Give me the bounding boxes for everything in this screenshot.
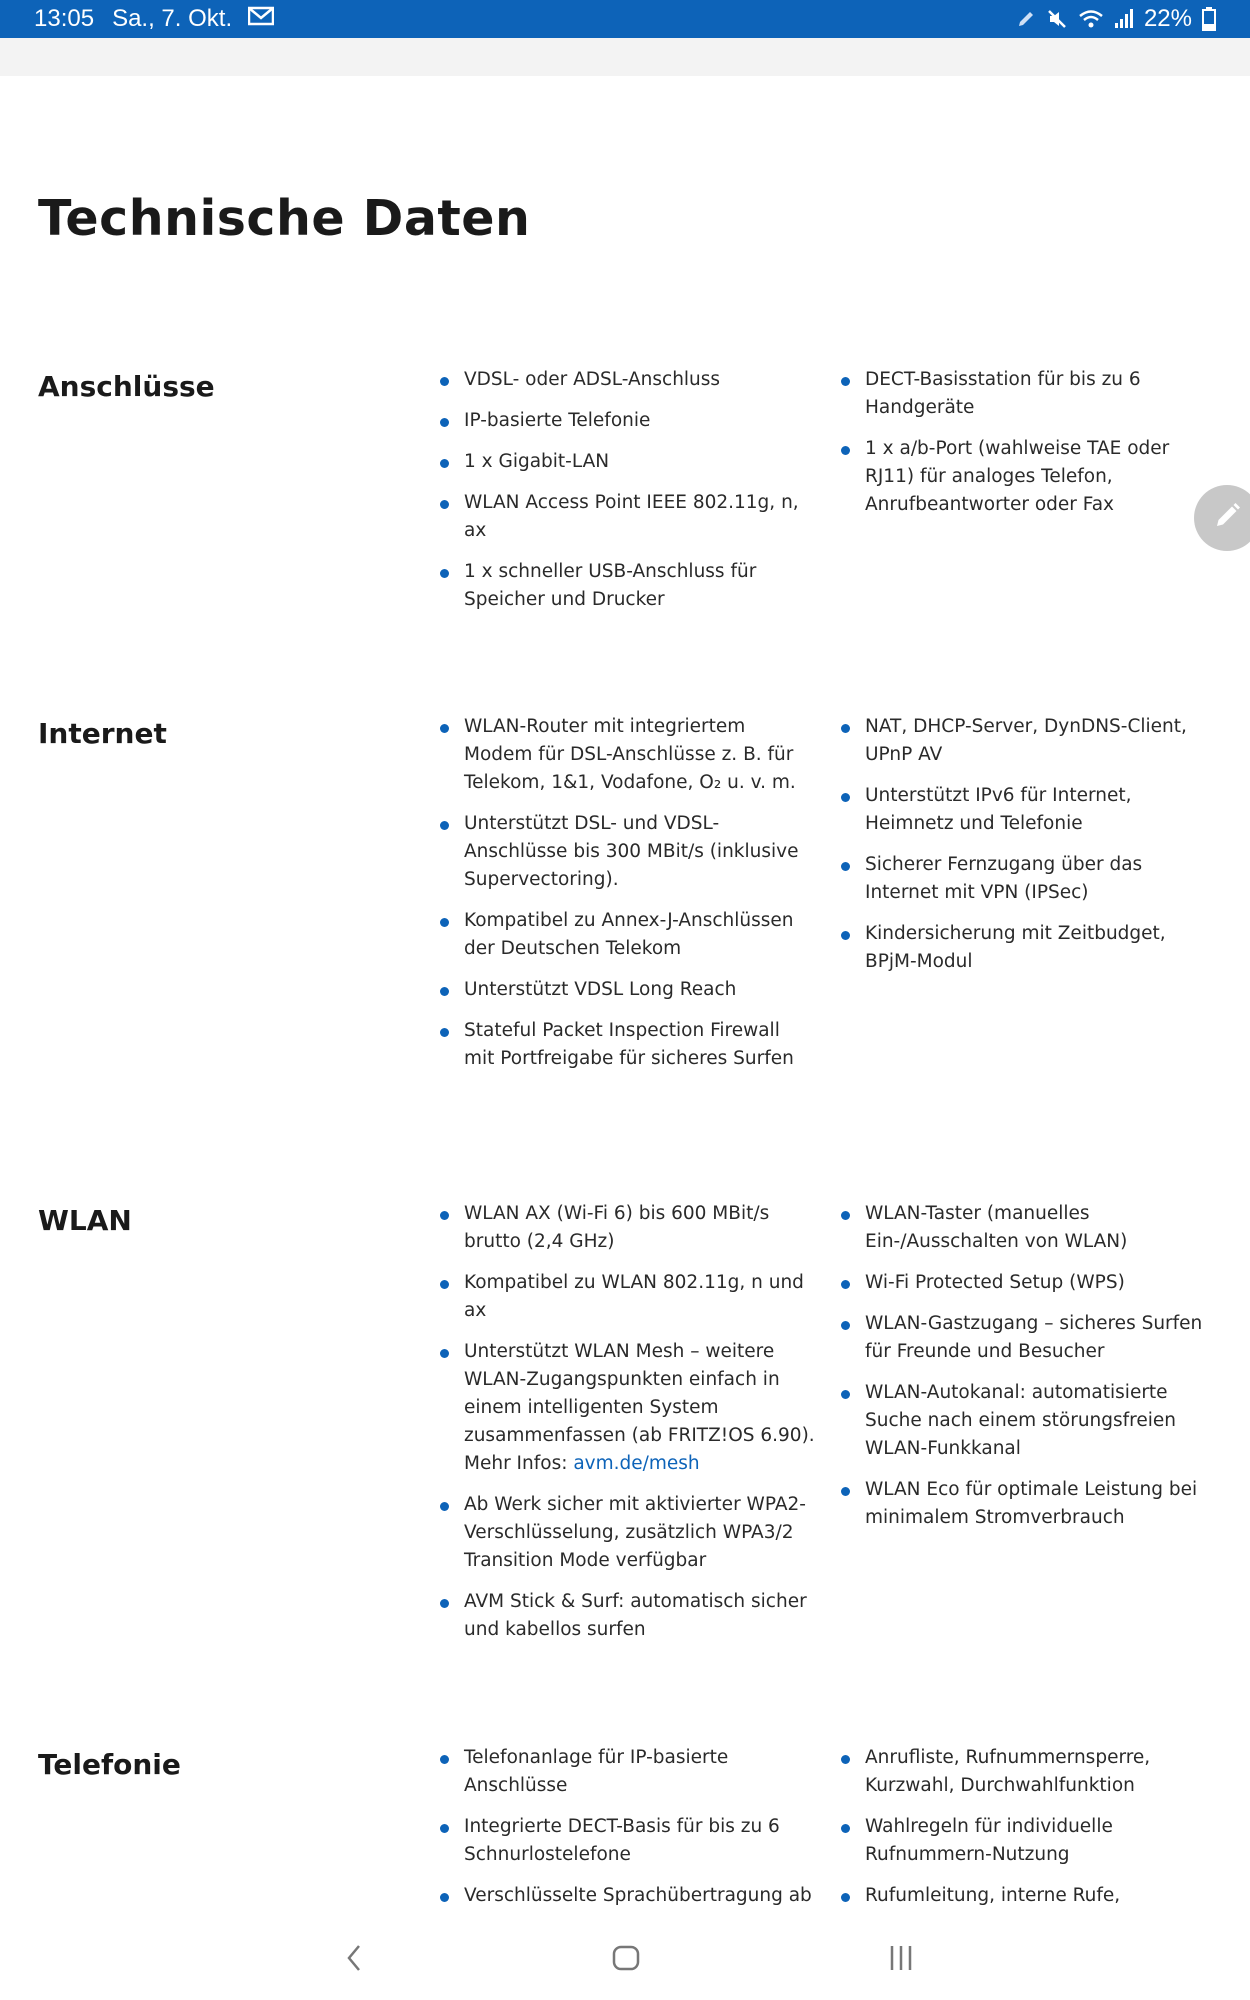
system-nav-bar [0,1920,1250,2000]
mail-icon [248,5,274,33]
list-item: AVM Stick & Surf: automatisch sicher und kabellos surfen [440,1588,815,1644]
list-item: WLAN Access Point IEEE 802.11g, n, ax [440,489,815,545]
mesh-link[interactable]: avm.de/mesh [573,1453,700,1474]
wifi-icon [1078,8,1104,30]
page-title: Technische Daten [38,190,531,247]
list-item: Unterstützt DSL- und VDSL-Anschlüsse bis 300 MBit/s (inklusive Supervectoring). [440,810,815,894]
list-item: Unterstützt IPv6 für Internet, Heimnetz und Telefonie [841,782,1221,838]
section-title: Telefonie [38,1748,181,1781]
pen-icon [1016,9,1036,29]
list-item: Integrierte DECT-Basis für bis zu 6 Schnurlostelefone [440,1813,815,1869]
section-title: WLAN [38,1204,132,1237]
page-content [0,76,1250,1920]
list-item: Telefonanlage für IP-basierte Anschlüsse [440,1744,815,1800]
battery-icon [1202,7,1216,31]
list-item: WLAN Eco für optimale Leistung bei minimalem Stromverbrauch [841,1476,1221,1532]
section-title: Internet [38,717,167,750]
signal-icon [1114,8,1134,30]
list-item: DECT-Basisstation für bis zu 6 Handgeräte [841,366,1221,422]
section-list-left [440,713,815,1086]
list-item: VDSL- oder ADSL-Anschluss [440,366,815,394]
section-list-right [841,1200,1221,1545]
list-item: 1 x Gigabit-LAN [440,448,815,476]
status-time: 13:05 [34,5,95,32]
list-item: Rufumleitung, interne Rufe, [841,1882,1221,1910]
list-item [440,1338,815,1478]
list-item: Wi-Fi Protected Setup (WPS) [841,1269,1221,1297]
section-list-right [841,713,1221,989]
mute-icon [1046,8,1068,30]
back-button[interactable] [324,1940,384,1980]
list-item-text: Unterstützt WLAN Mesh – weitere WLAN-Zugangspunkten einfach in einem intelligenten System zusammenfassen (ab FRITZ!OS 6.90). Mehr Infos: [464,1341,815,1474]
list-item: Kindersicherung mit Zeitbudget, BPjM-Modul [841,920,1221,976]
list-item: Verschlüsselte Sprachübertragung ab [440,1882,815,1910]
list-item: WLAN-Gastzugang – sicheres Surfen für Freunde und Besucher [841,1310,1221,1366]
section-title: Anschlüsse [38,370,215,403]
section-list-right [841,366,1221,532]
list-item: Sicherer Fernzugang über das Internet mit VPN (IPSec) [841,851,1221,907]
section-list-right [841,1744,1221,1920]
list-item: WLAN-Router mit integriertem Modem für DSL-Anschlüsse z. B. für Telekom, 1&1, Vodafone, O₂ u. v. m. [440,713,815,797]
edit-icon [1212,501,1242,535]
section-list-left [440,1744,815,1920]
recents-button[interactable] [871,1940,931,1980]
home-button[interactable] [596,1940,656,1980]
list-item: Anrufliste, Rufnummernsperre, Kurzwahl, Durchwahlfunktion [841,1744,1221,1800]
list-item: Kompatibel zu Annex-J-Anschlüssen der Deutschen Telekom [440,907,815,963]
status-bar [0,0,1250,38]
list-item: 1 x a/b-Port (wahlweise TAE oder RJ11) für analoges Telefon, Anrufbeantworter oder Fax [841,435,1221,519]
home-icon [611,1943,641,1977]
list-item: Unterstützt VDSL Long Reach [440,976,815,1004]
list-item: WLAN AX (Wi-Fi 6) bis 600 MBit/s brutto (2,4 GHz) [440,1200,815,1256]
back-icon [344,1943,364,1977]
list-item: NAT, DHCP-Server, DynDNS-Client, UPnP AV [841,713,1221,769]
recents-icon [886,1943,916,1977]
list-item: Stateful Packet Inspection Firewall mit Portfreigabe für sicheres Surfen [440,1017,815,1073]
section-list-left [440,366,815,627]
status-date: Sa., 7. Okt. [112,5,233,32]
list-item: WLAN-Autokanal: automatisierte Suche nach einem störungsfreien WLAN-Funkkanal [841,1379,1221,1463]
list-item: Ab Werk sicher mit aktivierter WPA2-Verschlüsselung, zusätzlich WPA3/2 Transition Mode verfügbar [440,1491,815,1575]
list-item: Wahlregeln für individuelle Rufnummern-Nutzung [841,1813,1221,1869]
battery-percent: 22% [1143,5,1192,32]
list-item: IP-basierte Telefonie [440,407,815,435]
list-item: 1 x schneller USB-Anschluss für Speicher und Drucker [440,558,815,614]
list-item: WLAN-Taster (manuelles Ein-/Ausschalten von WLAN) [841,1200,1221,1256]
browser-top-bar [0,38,1250,76]
list-item: Kompatibel zu WLAN 802.11g, n und ax [440,1269,815,1325]
section-list-left [440,1200,815,1657]
